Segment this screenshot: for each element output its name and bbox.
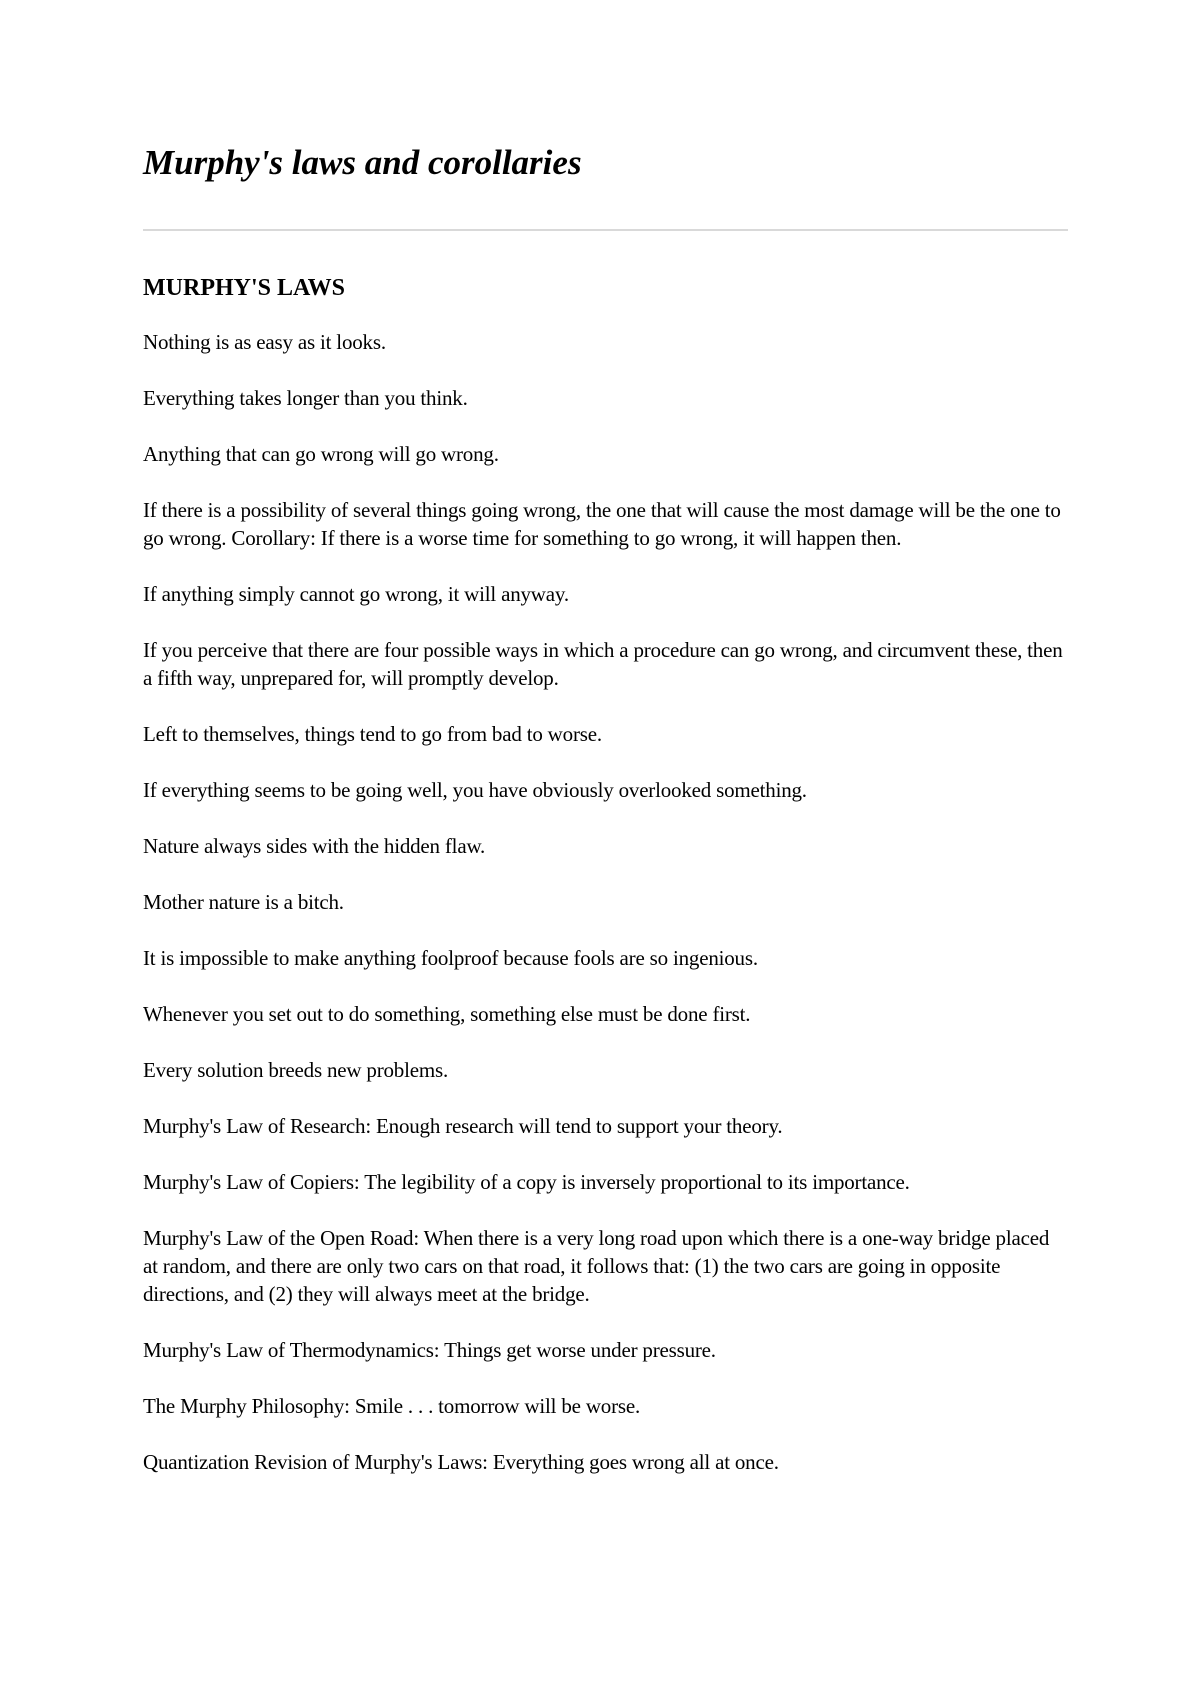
law-paragraph: If everything seems to be going well, you have obviously overlooked something. [143,778,807,802]
law-paragraph: Nature always sides with the hidden flaw. [143,834,486,858]
law-paragraph: Murphy's Law of Research: Enough research will tend to support your theory. [143,1114,783,1138]
law-paragraph: Left to themselves, things tend to go from bad to worse. [143,722,602,746]
law-paragraph: If there is a possibility of several things going wrong, the one that will cause the most damage will be the one to go wrong. Corollary: If there is a worse time for something to go wrong, it will happen then. [143,498,1061,550]
law-paragraph: The Murphy Philosophy: Smile . . . tomorrow will be worse. [143,1394,641,1418]
law-paragraph: Everything takes longer than you think. [143,386,468,410]
law-paragraph: Mother nature is a bitch. [143,890,344,914]
law-paragraph: Murphy's Law of the Open Road: When there is a very long road upon which there is a one-way bridge placed at random, and there are only two cars on that road, it follows that: (1) the two cars are going in opposite directions, and (2) they will always meet at the bridge. [143,1226,1050,1306]
law-paragraph: Murphy's Law of Thermodynamics: Things get worse under pressure. [143,1338,716,1362]
law-paragraph: Nothing is as easy as it looks. [143,330,386,354]
law-paragraph: If you perceive that there are four possible ways in which a procedure can go wrong, and circumvent these, then a fifth way, unprepared for, will promptly develop. [143,638,1063,690]
section-heading: MURPHY'S LAWS [143,275,346,301]
law-list [143,328,1068,1504]
law-paragraph: Murphy's Law of Copiers: The legibility of a copy is inversely proportional to its importance. [143,1170,910,1194]
document-title: Murphy's laws and corollaries [143,143,582,182]
law-paragraph: Anything that can go wrong will go wrong. [143,442,499,466]
law-paragraph: It is impossible to make anything foolproof because fools are so ingenious. [143,946,758,970]
horizontal-rule [143,229,1068,231]
law-paragraph: If anything simply cannot go wrong, it will anyway. [143,582,569,606]
law-paragraph: Whenever you set out to do something, something else must be done first. [143,1002,751,1026]
law-paragraph: Quantization Revision of Murphy's Laws: Everything goes wrong all at once. [143,1450,779,1474]
law-paragraph: Every solution breeds new problems. [143,1058,449,1082]
